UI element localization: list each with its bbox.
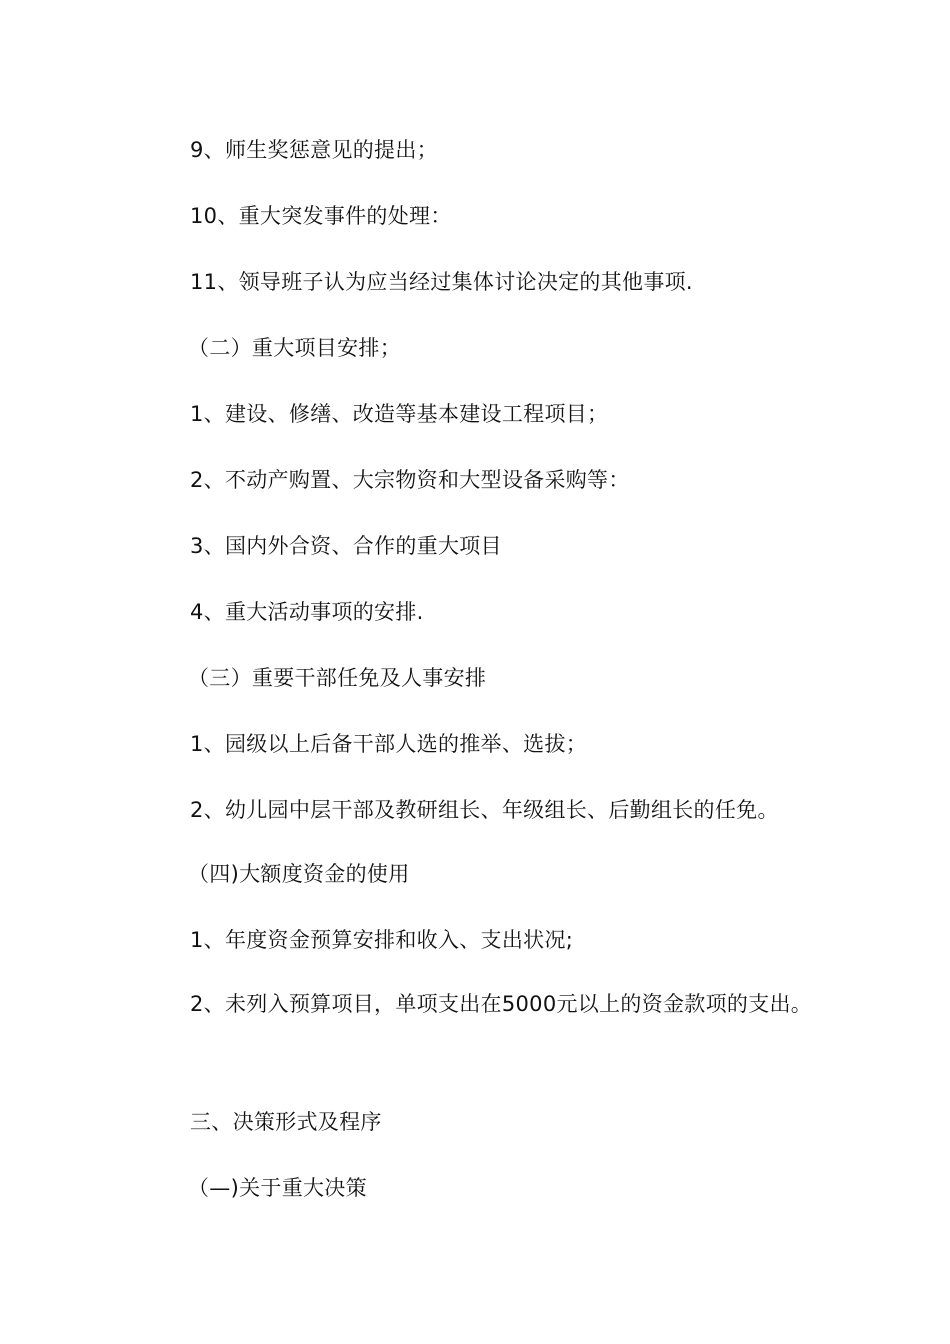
- list-item-personnel-1: 1、园级以上后备干部人选的推举、选拔；: [190, 732, 588, 756]
- section-heading-3: （三）重要干部任免及人事安排: [188, 666, 487, 690]
- list-item-11: 11、领导班子认为应当经过集体讨论决定的其他事项.: [190, 270, 693, 294]
- list-item-personnel-2: 2、幼儿园中层干部及教研组长、年级组长、后勤组长的任免。: [190, 798, 779, 822]
- list-item-9: 9、师生奖惩意见的提出；: [190, 138, 438, 162]
- list-item-project-4: 4、重大活动事项的安排.: [190, 600, 424, 624]
- list-item-funds-2: 2、未列入预算项目，单项支出在5000元以上的资金款项的支出。: [190, 992, 813, 1016]
- section-heading-4: （四)大额度资金的使用: [188, 862, 410, 886]
- list-item-project-1: 1、建设、修缮、改造等基本建设工程项目；: [190, 402, 609, 426]
- section-heading-decision: 三、决策形式及程序: [190, 1110, 382, 1134]
- list-item-project-2: 2、不动产购置、大宗物资和大型设备采购等：: [190, 468, 630, 492]
- list-item-project-3: 3、国内外合资、合作的重大项目: [190, 534, 502, 558]
- list-item-10: 10、重大突发事件的处理：: [190, 204, 452, 228]
- list-item-funds-1: 1、年度资金预算安排和收入、支出状况;: [190, 928, 574, 952]
- section-heading-2: （二）重大项目安排；: [188, 336, 401, 360]
- subsection-heading-major-decision: （—)关于重大决策: [188, 1176, 367, 1200]
